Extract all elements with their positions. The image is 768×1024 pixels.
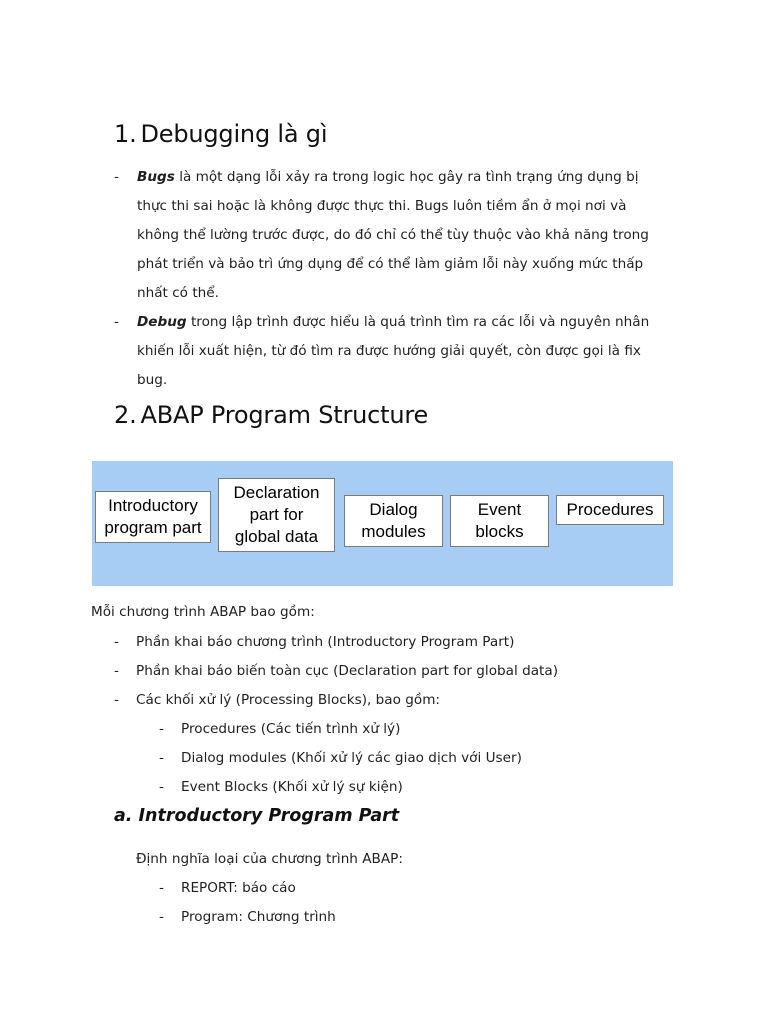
section-a-list bbox=[159, 874, 336, 932]
section-a-heading: a. Introductory Program Part bbox=[114, 806, 400, 826]
debug-line-1: trong lập trình được hiểu là quá trình tìm ra các lỗi và nguyên nhân bbox=[186, 314, 650, 330]
section-2-title: ABAP Program Structure bbox=[140, 401, 429, 429]
processing-blocks-sublist bbox=[159, 715, 522, 802]
section-2-heading bbox=[114, 401, 428, 429]
list-item bbox=[159, 715, 522, 744]
section-2-intro: Mỗi chương trình ABAP bao gồm: bbox=[91, 604, 315, 620]
section-a-intro: Định nghĩa loại của chương trình ABAP: bbox=[136, 851, 403, 867]
bullet-dash: - bbox=[114, 169, 119, 185]
box-introductory-program-part: Introductory program part bbox=[95, 491, 211, 543]
bugs-term: Bugs bbox=[137, 169, 175, 185]
section-1-title: Debugging là gì bbox=[140, 120, 328, 148]
debug-line-2: khiến lỗi xuất hiện, từ đó tìm ra được hướng giải quyết, còn được gọi là fix bbox=[137, 343, 641, 359]
section-1-number: 1. bbox=[114, 120, 137, 148]
bullet-dash: - bbox=[114, 634, 119, 650]
list-item bbox=[159, 903, 336, 932]
section-2-list bbox=[114, 628, 558, 715]
list-item bbox=[114, 628, 558, 657]
bugs-bullet bbox=[114, 163, 674, 308]
list-item bbox=[159, 744, 522, 773]
abap-structure-diagram bbox=[92, 461, 673, 586]
section-1-bullets bbox=[114, 163, 674, 395]
debug-bullet bbox=[114, 308, 674, 395]
list-item-text: REPORT: báo cáo bbox=[181, 880, 296, 896]
debug-term: Debug bbox=[137, 314, 187, 330]
list-item-text: Program: Chương trình bbox=[181, 909, 336, 925]
bullet-dash: - bbox=[114, 692, 119, 708]
bugs-line-5: nhất có thể. bbox=[137, 285, 219, 301]
debug-line-3: bug. bbox=[137, 372, 168, 388]
bullet-dash: - bbox=[159, 779, 164, 795]
list-item-text: Event Blocks (Khối xử lý sự kiện) bbox=[181, 779, 403, 795]
box-declaration-part: Declaration part for global data bbox=[218, 478, 335, 552]
list-item-text: Phần khai báo biến toàn cục (Declaration part for global data) bbox=[136, 663, 559, 679]
bullet-dash: - bbox=[159, 750, 164, 766]
list-item-text: Các khối xử lý (Processing Blocks), bao gồm: bbox=[136, 692, 441, 708]
bugs-line-2: thực thi sai hoặc là không được thực thi. Bugs luôn tiềm ẩn ở mọi nơi và bbox=[137, 198, 627, 214]
box-procedures: Procedures bbox=[556, 495, 664, 525]
bullet-dash: - bbox=[114, 663, 119, 679]
bugs-line-4: phát triển và bảo trì ứng dụng để có thể làm giảm lỗi này xuống mức thấp bbox=[137, 256, 644, 272]
list-item bbox=[159, 773, 522, 802]
list-item bbox=[114, 686, 558, 715]
list-item-text: Phần khai báo chương trình (Introductory Program Part) bbox=[136, 634, 515, 650]
bugs-line-1: là một dạng lỗi xảy ra trong logic học gây ra tình trạng ứng dụng bị bbox=[174, 169, 639, 185]
section-2-number: 2. bbox=[114, 401, 137, 429]
list-item bbox=[159, 874, 336, 903]
list-item bbox=[114, 657, 558, 686]
box-dialog-modules: Dialog modules bbox=[344, 495, 443, 547]
box-event-blocks: Event blocks bbox=[450, 495, 549, 547]
bullet-dash: - bbox=[159, 909, 164, 925]
bullet-dash: - bbox=[114, 314, 119, 330]
bullet-dash: - bbox=[159, 880, 164, 896]
list-item-text: Procedures (Các tiến trình xử lý) bbox=[181, 721, 401, 737]
bugs-line-3: không thể lường trước được, do đó chỉ có thể tùy thuộc vào khả năng trong bbox=[137, 227, 649, 243]
bullet-dash: - bbox=[159, 721, 164, 737]
list-item-text: Dialog modules (Khối xử lý các giao dịch với User) bbox=[181, 750, 522, 766]
section-1-heading bbox=[114, 120, 327, 148]
